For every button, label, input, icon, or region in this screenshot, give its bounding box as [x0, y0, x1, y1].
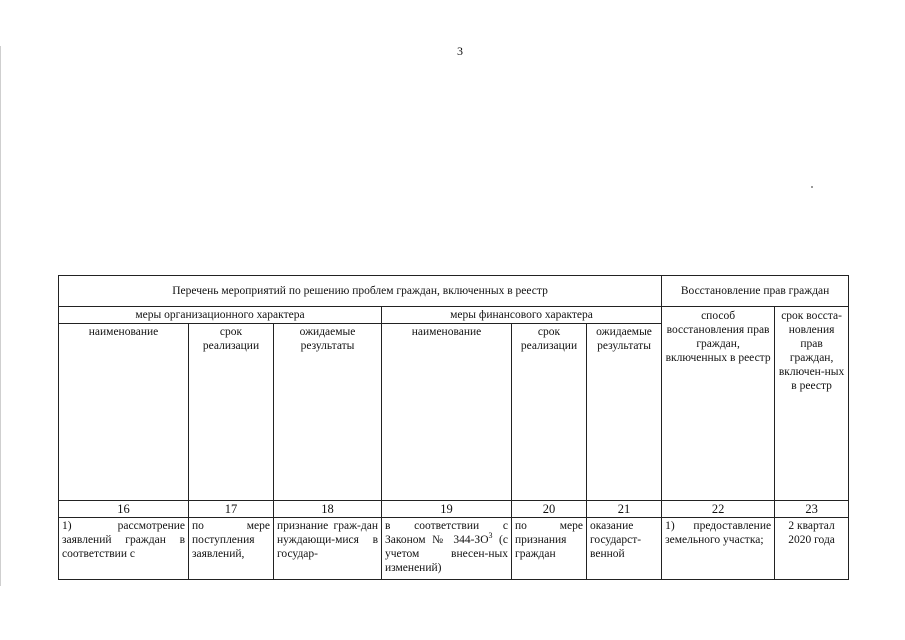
- cell-org-measure-term: по мере поступления заявлений,: [189, 518, 274, 580]
- column-number: 17: [189, 501, 274, 518]
- table-title-measures: Перечень мероприятий по решению проблем граждан, включенных в реестр: [59, 276, 662, 307]
- registry-measures-table: [58, 275, 849, 580]
- header-fin-name: наименование: [382, 324, 512, 501]
- header-restoration-method: способ восстановления прав граждан, включенных в реестр: [662, 307, 775, 501]
- column-number: 16: [59, 501, 189, 518]
- column-number: 18: [274, 501, 382, 518]
- cell-fin-measure-term: по мере признания граждан: [512, 518, 587, 580]
- page-number: 3: [457, 44, 463, 58]
- column-number: 22: [662, 501, 775, 518]
- header-org-term: срок реализации: [189, 324, 274, 501]
- group-financial-measures: меры финансового характера: [382, 307, 662, 324]
- header-restoration-term: срок восста-новления прав граждан, включен-ных в реестр: [775, 307, 849, 501]
- law-reference-note: (с учетом внесен-ных изменений): [385, 534, 508, 574]
- table-title-restoration: Восстановление прав граждан: [662, 276, 849, 307]
- cell-org-measure-name: 1) рассмотрение заявлений граждан в соответствии с: [59, 518, 189, 580]
- group-organizational-measures: меры организационного характера: [59, 307, 382, 324]
- column-number: 20: [512, 501, 587, 518]
- cell-fin-measure-results: оказание государст-венной: [587, 518, 662, 580]
- column-number: 23: [775, 501, 849, 518]
- scan-speck: [811, 186, 813, 188]
- footnote-mark: 3: [488, 531, 493, 541]
- header-fin-term: срок реализации: [512, 324, 587, 501]
- column-number: 21: [587, 501, 662, 518]
- law-reference: в соответствии с Законом № 344-ЗО: [385, 520, 508, 546]
- scan-edge-line: [0, 46, 1, 586]
- header-fin-results: ожидаемые результаты: [587, 324, 662, 501]
- column-number: 19: [382, 501, 512, 518]
- header-org-name: наименование: [59, 324, 189, 501]
- header-org-results: ожидаемые результаты: [274, 324, 382, 501]
- cell-fin-measure-name: [382, 518, 512, 580]
- cell-restoration-method: 1) предоставление земельного участка;: [662, 518, 775, 580]
- cell-restoration-term: 2 квартал 2020 года: [775, 518, 849, 580]
- cell-org-measure-results: признание граж-дан нуждающи-мися в государ-: [274, 518, 382, 580]
